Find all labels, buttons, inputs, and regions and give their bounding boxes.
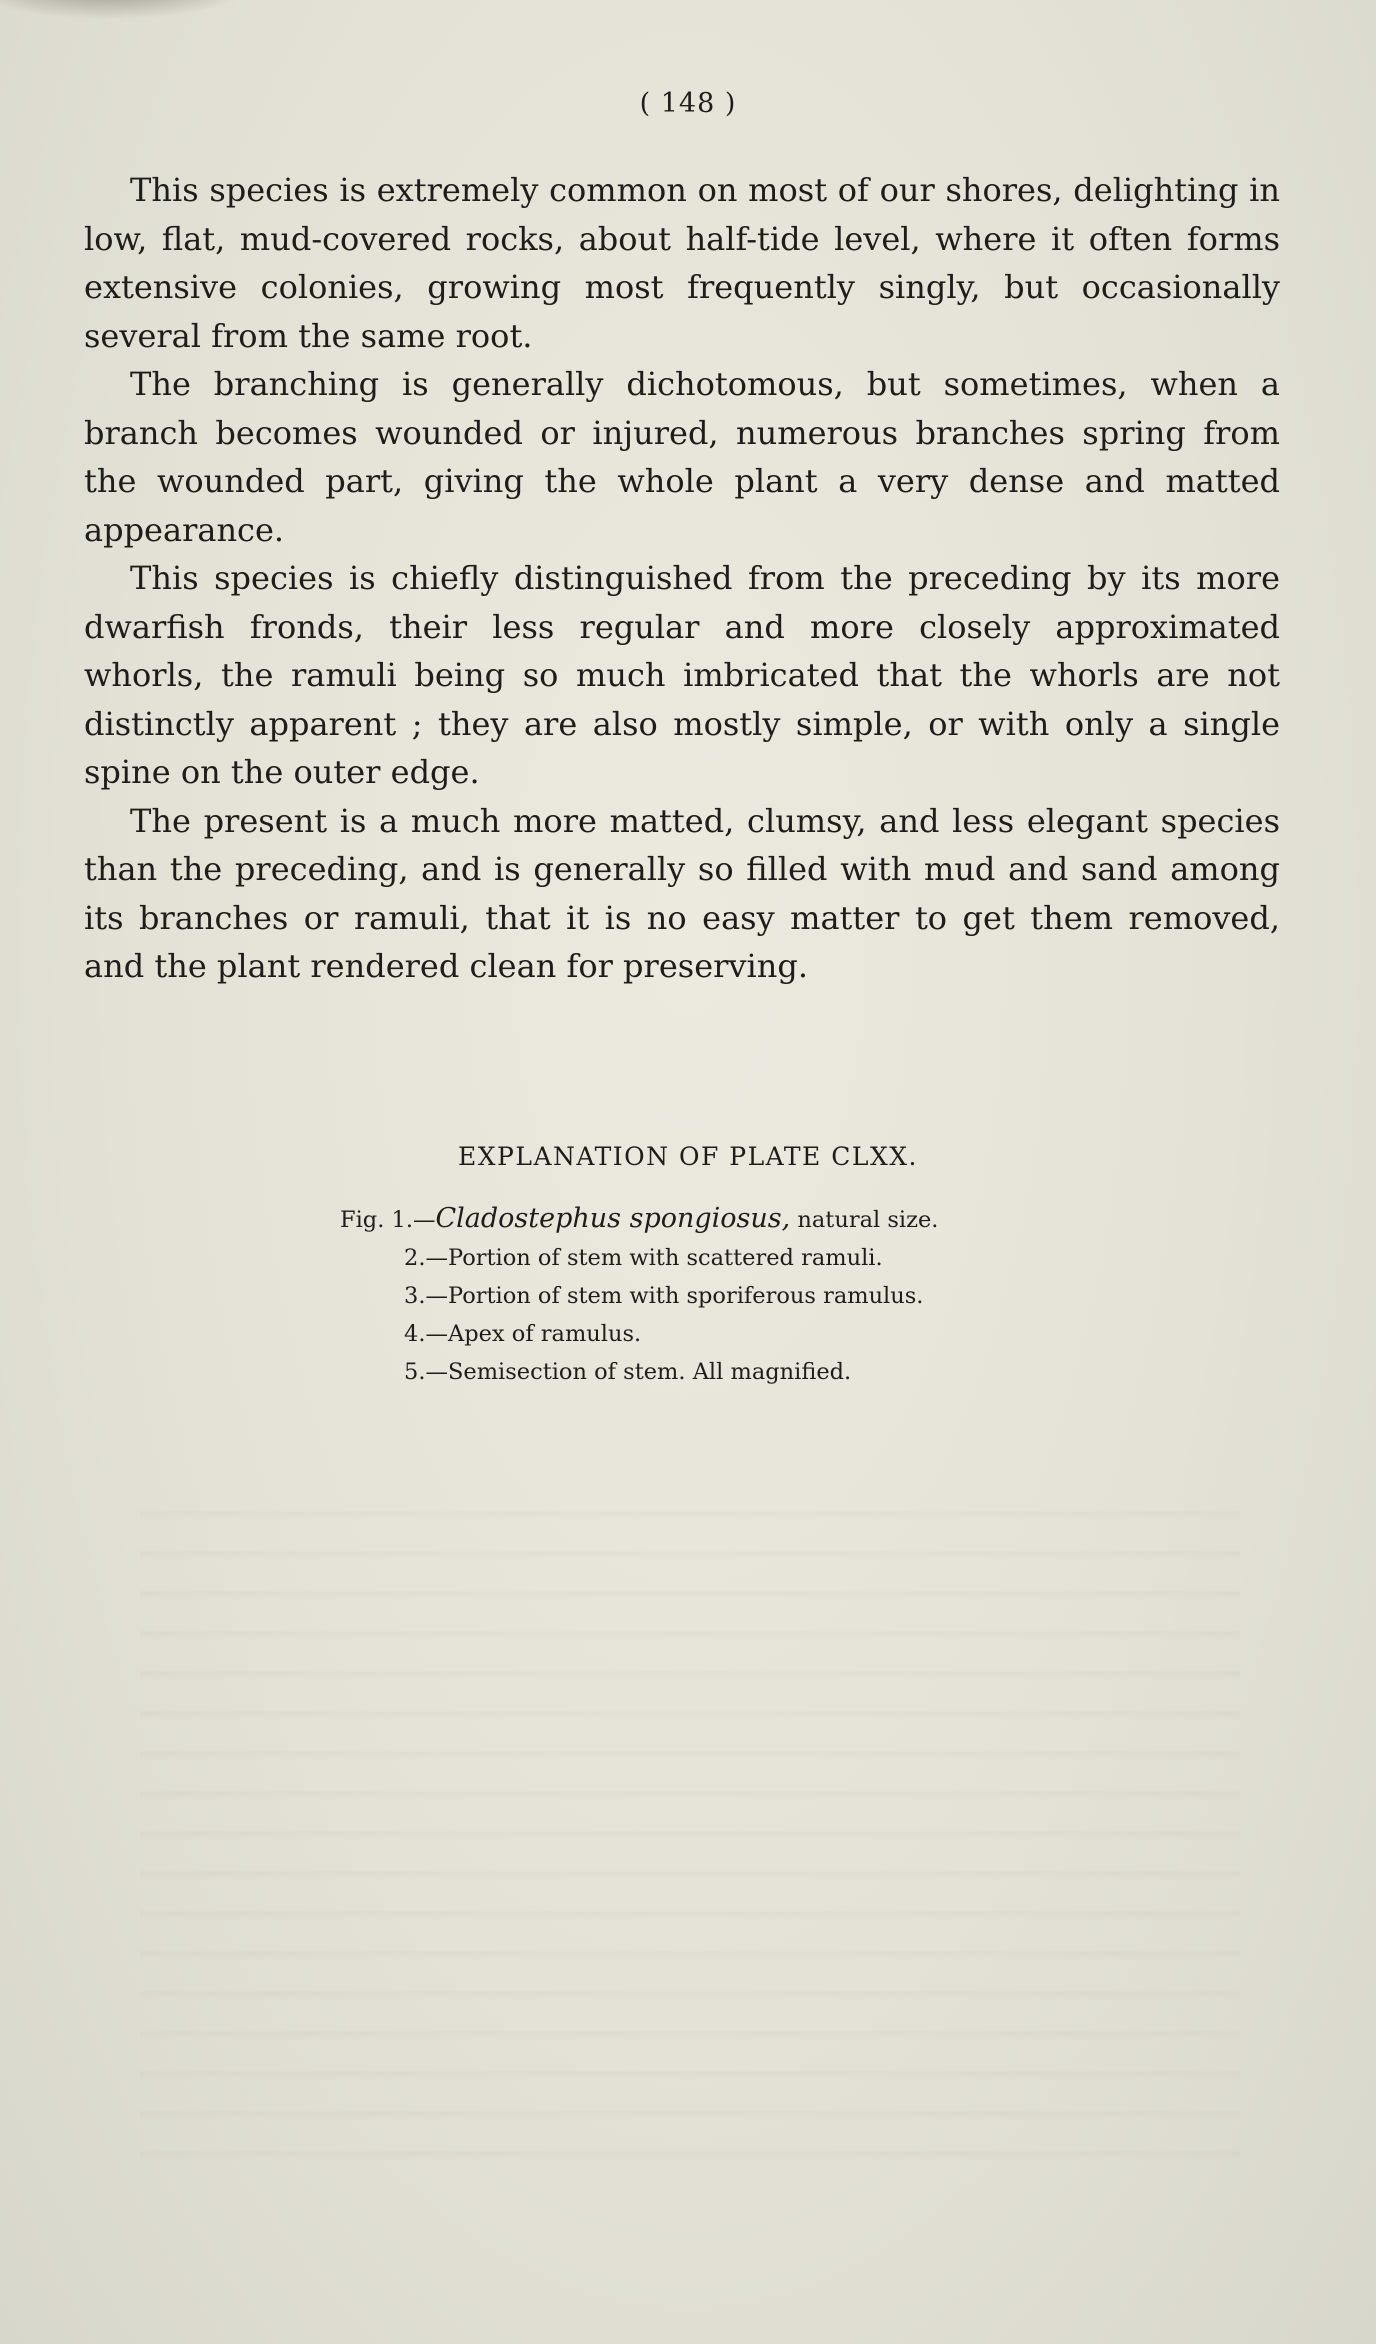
fig-1-species-name: Cladostephus spongiosus, [435, 1203, 791, 1234]
page-corner-shadow [0, 0, 260, 20]
legend-fig-5: 5.—Semisection of stem. All magnified. [404, 1359, 852, 1385]
bleed-through-texture [140, 1480, 1240, 2160]
paragraph-distinction: This species is chiefly distinguished from the preceding by its more dwarfish fronds, their less regular and more closely approximated whorls, the ramuli being so much imbricated that the whorls are not distinctly apparent ; they are also mostly simple, or with only a single spine on the outer edge. [84, 559, 1280, 791]
legend-fig-2: 2.—Portion of stem with scattered ramuli. [404, 1245, 883, 1271]
paragraph-preservation: The present is a much more matted, clumsy, and less elegant species than the preceding, and is generally so filled with mud and sand among its branches or ramuli, that it is no easy matter to get them removed, and the plant rendered clean for preserving. [84, 801, 1280, 985]
fig-1-suffix: natural size. [790, 1207, 939, 1233]
paragraph-habitat: This species is extremely common on most of our shores, delighting in low, flat, mud-covered rocks, about half-tide level, where it often forms extensive colonies, growing most frequently singly, but occasionally several from the same root. [84, 171, 1280, 355]
plate-legend [340, 1200, 1140, 1391]
legend-fig-4: 4.—Apex of ramulus. [404, 1321, 642, 1347]
fig-1-prefix: Fig. 1.— [340, 1207, 436, 1233]
legend-fig-1 [340, 1200, 1140, 1239]
page-number: ( 148 ) [639, 88, 737, 119]
legend-fig-3: 3.—Portion of stem with sporiferous ramulus. [404, 1283, 924, 1309]
plate-explanation-title: EXPLANATION OF PLATE CLXX. [458, 1142, 918, 1171]
paragraph-branching: The branching is generally dichotomous, but sometimes, when a branch becomes wounded or injured, numerous branches spring from the wounded part, giving the whole plant a very dense and matted appearance. [84, 365, 1280, 549]
body-text [84, 166, 1280, 991]
